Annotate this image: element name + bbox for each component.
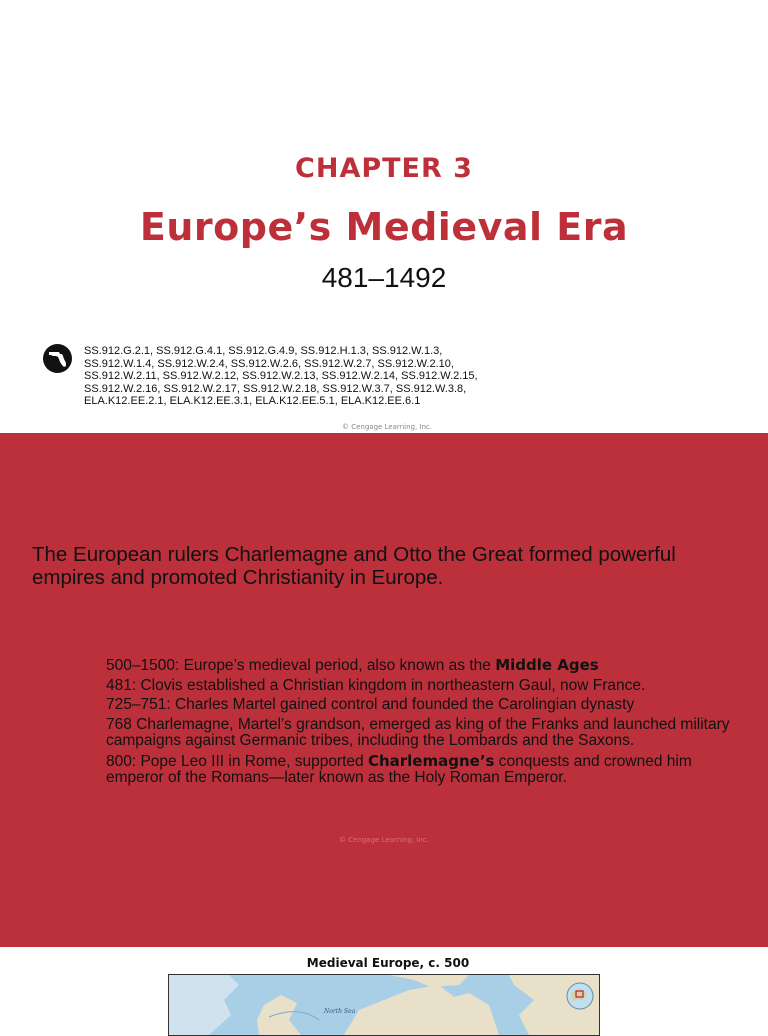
timeline-list <box>106 657 746 790</box>
standards-line: SS.912.W.1.4, SS.912.W.2.4, SS.912.W.2.6, SS.912.W.2.7, SS.912.W.2.10, <box>84 357 454 370</box>
map-slide <box>0 947 768 1024</box>
timeline-text: conquests and crowned him emperor of the Romans—later known as the Holy Roman Emperor. <box>106 752 692 786</box>
florida-state-icon <box>43 344 72 373</box>
chapter-label: CHAPTER 3 <box>295 153 473 184</box>
medieval-europe-map <box>168 974 600 1036</box>
copyright-note: © Cengage Learning, Inc. <box>339 836 429 844</box>
chapter-title: Europe’s Medieval Era <box>139 205 629 249</box>
standards-line: SS.912.W.2.16, SS.912.W.2.17, SS.912.W.2.18, SS.912.W.3.7, SS.912.W.3.8, <box>84 382 467 395</box>
map-title: Medieval Europe, c. 500 <box>306 956 470 970</box>
timeline-text: 725–751: Charles Martel gained control and founded the Carolingian dynasty <box>106 696 635 713</box>
timeline-item <box>106 657 746 675</box>
map-graphic <box>169 975 599 1035</box>
timeline-item <box>106 678 746 695</box>
timeline-text: 768 Charlemagne, Martel’s grandson, emerged as king of the Franks and launched military campaigns against Germanic tribes, including the Lombards and the Saxons. <box>106 715 730 749</box>
timeline-item <box>106 697 746 714</box>
map-label-north-sea: North Sea <box>324 1008 356 1015</box>
standards-line: SS.912.W.2.11, SS.912.W.2.12, SS.912.W.2.13, SS.912.W.2.14, SS.912.W.2.15, <box>84 370 478 383</box>
timeline-item <box>106 717 746 750</box>
timeline-text: 500–1500: Europe’s medieval period, also known as the <box>106 657 496 674</box>
standards-line: SS.912.G.2.1, SS.912.G.4.1, SS.912.G.4.9, SS.912.H.1.3, SS.912.W.1.3, <box>84 345 443 357</box>
summary-slide <box>0 433 768 947</box>
standards-line: ELA.K12.EE.2.1, ELA.K12.EE.3.1, ELA.K12.EE.5.1, ELA.K12.EE.6.1 <box>84 395 421 408</box>
timeline-keyword: Charlemagne’s <box>367 751 495 770</box>
timeline-text: 481: Clovis established a Christian kingdom in northeastern Gaul, now France. <box>106 676 646 694</box>
timeline-item <box>106 753 746 787</box>
standards-list <box>84 345 504 408</box>
summary-text: The European rulers Charlemagne and Otto the Great formed powerful empires and promoted Christianity in Europe. <box>32 543 676 589</box>
date-range: 481–1492 <box>321 262 447 293</box>
copyright-note: © Cengage Learning, Inc. <box>342 423 432 431</box>
title-slide <box>0 0 768 433</box>
timeline-text: 800: Pope Leo III in Rome, supported <box>106 752 368 770</box>
globe-locator-icon <box>565 981 595 1011</box>
timeline-keyword: Middle Ages <box>495 656 599 674</box>
